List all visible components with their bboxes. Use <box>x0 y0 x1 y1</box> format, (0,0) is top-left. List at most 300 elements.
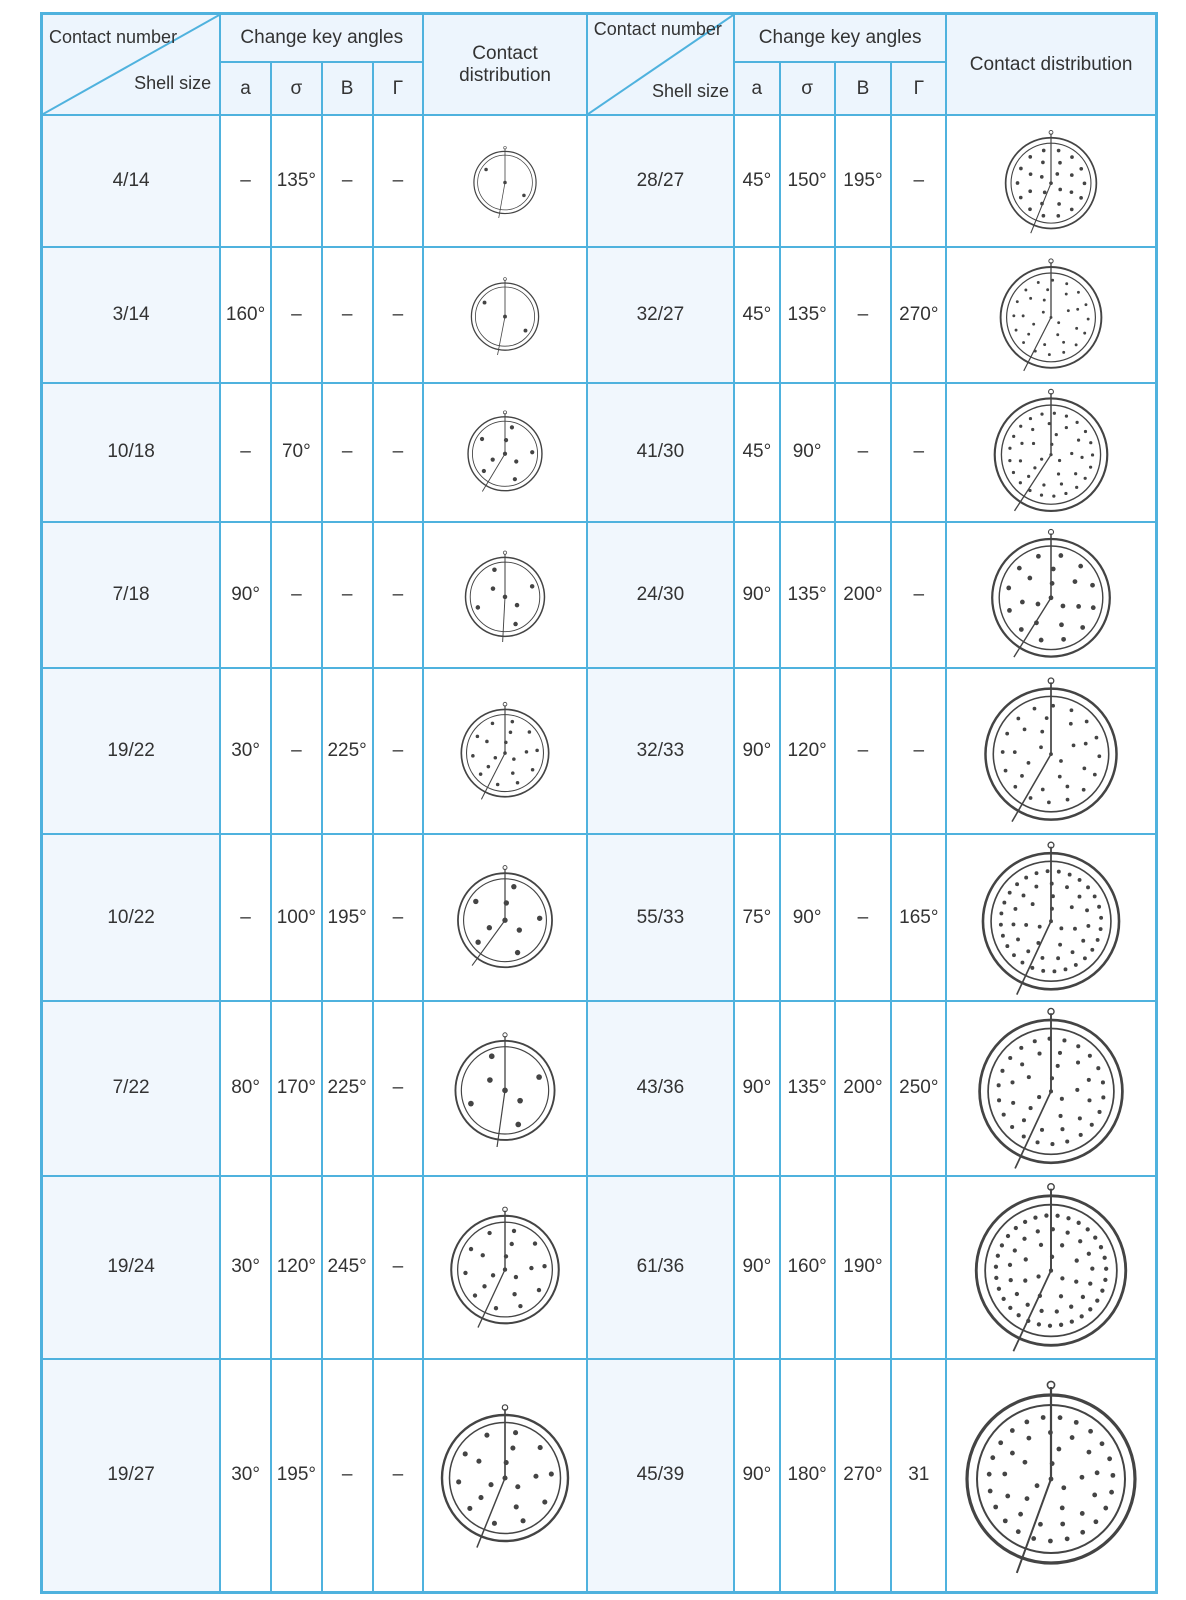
contact-pin <box>1020 1063 1024 1067</box>
angle-b-header: B <box>322 62 373 115</box>
contact-diagram-55-33 <box>970 837 1132 999</box>
table-row <box>42 1359 1157 1593</box>
contact-pin <box>1026 1319 1030 1323</box>
contact-pin <box>487 1078 493 1084</box>
contact-pin <box>1051 279 1054 282</box>
contact-distribution-header-right: Contact distribution <box>946 14 1156 116</box>
angle-b-header: B <box>835 62 892 115</box>
angle-b-cell: 225° <box>322 1001 373 1176</box>
key-angle-line <box>477 1478 505 1548</box>
table-row <box>42 247 1157 383</box>
contact-pin <box>1048 1037 1052 1041</box>
contact-pin <box>1036 601 1041 606</box>
contact-pin <box>1015 329 1018 332</box>
contact-diagram-19-27 <box>430 1400 580 1550</box>
contact-pin <box>1034 350 1037 353</box>
contact-pin <box>1028 575 1033 580</box>
contact-pin <box>476 1459 481 1464</box>
contact-pin <box>1070 208 1074 212</box>
contact-diagram-41-30 <box>984 385 1118 519</box>
contact-pin <box>1036 1141 1040 1145</box>
contact-pin <box>1043 191 1047 195</box>
contact-pin <box>1051 566 1056 571</box>
contact-pin <box>1086 885 1090 889</box>
contact-pin <box>1088 1282 1092 1286</box>
contact-pin <box>1035 884 1039 888</box>
angle-sigma-cell: – <box>271 247 322 383</box>
contact-pin <box>1040 730 1044 734</box>
contact-pin <box>1060 1243 1064 1247</box>
contact-pin <box>1059 759 1063 763</box>
shell-size-label: Shell size <box>651 81 729 102</box>
contact-diagram-19-24 <box>441 1203 569 1331</box>
contact-pin <box>999 922 1003 926</box>
contact-pin <box>476 735 480 739</box>
contact-pin <box>1029 1106 1033 1110</box>
contact-pin <box>1041 956 1045 960</box>
contact-pin <box>1091 454 1094 457</box>
table-row <box>42 522 1157 668</box>
change-key-angles-header-left: Change key angles <box>220 14 423 63</box>
contact-pin <box>1017 565 1022 570</box>
contact-pin <box>1006 944 1010 948</box>
angle-gamma-cell: 165° <box>891 834 946 1001</box>
contact-pin <box>514 460 518 464</box>
contact-pin <box>1070 709 1074 713</box>
contact-pin <box>1028 208 1032 212</box>
contact-distribution-cell <box>946 668 1156 835</box>
contact-pin <box>1079 1133 1083 1137</box>
contact-pin <box>1009 1278 1013 1282</box>
contact-pin <box>1096 938 1100 942</box>
contact-pin <box>513 477 517 481</box>
angle-sigma-header: σ <box>271 62 322 115</box>
contact-pin <box>1070 1320 1074 1324</box>
angle-b-cell: – <box>835 668 892 835</box>
angle-sigma-cell: 160° <box>780 1176 835 1359</box>
contact-pin <box>1023 1460 1028 1465</box>
contact-pin <box>1109 1490 1114 1495</box>
contact-distribution-cell <box>423 522 586 668</box>
contact-pin <box>484 168 488 172</box>
contact-distribution-cell <box>423 247 586 383</box>
contact-pin <box>1019 482 1022 485</box>
contact-pin <box>513 621 518 626</box>
contact-pin <box>1046 869 1050 873</box>
angle-gamma-cell: – <box>891 383 946 521</box>
key-angle-line <box>497 317 505 355</box>
contact-pin <box>1000 1243 1004 1247</box>
contact-pin <box>1090 1123 1094 1127</box>
contact-pin <box>993 1505 998 1510</box>
contact-pin <box>1016 181 1020 185</box>
contact-pin <box>1096 1067 1100 1071</box>
angle-b-cell: – <box>322 247 373 383</box>
contact-pin <box>1099 1245 1103 1249</box>
contact-pin <box>1042 484 1045 487</box>
contact-pin <box>491 458 495 462</box>
contact-pin <box>538 1445 543 1450</box>
contact-pin <box>1103 1506 1108 1511</box>
contact-pin <box>1017 717 1021 721</box>
angle-sigma-cell: 120° <box>271 1176 322 1359</box>
key-angle-line <box>481 753 505 799</box>
key-angle-line <box>1015 1092 1051 1169</box>
contact-pin <box>1044 1214 1048 1218</box>
contact-pin <box>1031 1536 1036 1541</box>
contact-pin <box>1020 442 1023 445</box>
contact-pin <box>1066 798 1070 802</box>
contact-pin <box>521 1519 526 1524</box>
contact-pin <box>1048 353 1051 356</box>
angle-sigma-cell: – <box>271 668 322 835</box>
contact-pin <box>1056 1064 1060 1068</box>
contact-pin <box>484 1433 489 1438</box>
contact-pin <box>1040 175 1044 179</box>
contact-pin <box>533 1474 538 1479</box>
contact-pin <box>504 438 508 442</box>
angle-gamma-cell: – <box>373 1359 424 1593</box>
contact-pin <box>1074 473 1077 476</box>
contact-pin <box>487 1231 491 1235</box>
angle-b-cell: 200° <box>835 522 892 668</box>
contact-pin <box>463 1452 468 1457</box>
contact-pin <box>1048 1539 1053 1544</box>
contact-pin <box>1075 1259 1079 1263</box>
contact-pin <box>1002 1113 1006 1117</box>
contact-pin <box>1072 744 1076 748</box>
contact-pin <box>513 1431 518 1436</box>
table-row <box>42 1176 1157 1359</box>
contact-pin <box>1065 885 1069 889</box>
change-key-angles-header-right: Change key angles <box>734 14 946 63</box>
contact-pin <box>1093 894 1097 898</box>
contact-pin <box>1049 181 1053 185</box>
contact-pin <box>1066 1231 1070 1235</box>
angle-gamma-header: Γ <box>373 62 424 115</box>
contact-pin <box>510 1242 514 1246</box>
contact-pin <box>1078 563 1083 568</box>
angle-gamma-cell: – <box>373 383 424 521</box>
angle-a-cell: 90° <box>734 1176 780 1359</box>
angle-b-cell: – <box>835 834 892 1001</box>
contact-pin <box>1065 293 1068 296</box>
contact-pin <box>1041 969 1045 973</box>
contact-number-cell: 10/22 <box>42 834 221 1001</box>
contact-diagram-28-27 <box>997 127 1105 235</box>
contact-pin <box>1000 911 1004 915</box>
contact-pin <box>1049 1090 1053 1094</box>
contact-diagram-32-27 <box>991 255 1111 375</box>
angle-sigma-cell: 70° <box>271 383 322 521</box>
contact-pin <box>1037 1095 1041 1099</box>
contact-pin <box>1052 495 1055 498</box>
contact-pin <box>1042 214 1046 218</box>
angle-a-header: a <box>734 62 780 115</box>
angle-a-cell: 90° <box>734 522 780 668</box>
contact-pin <box>1033 467 1036 470</box>
contact-pin <box>1031 428 1034 431</box>
contact-pin <box>1077 439 1080 442</box>
contact-pin <box>1006 585 1011 590</box>
contact-pin <box>1078 894 1082 898</box>
contact-pin <box>1082 788 1086 792</box>
contact-pin <box>1098 754 1102 758</box>
contact-pin <box>530 451 534 455</box>
contact-pin <box>1065 1537 1070 1542</box>
angle-b-cell: – <box>322 383 373 521</box>
angle-sigma-header: σ <box>780 62 835 115</box>
angle-gamma-cell: – <box>373 1176 424 1359</box>
contact-number-cell: 7/18 <box>42 522 221 668</box>
contact-pin <box>1088 1099 1092 1103</box>
contact-pin <box>1070 173 1074 177</box>
contact-pin <box>1070 1436 1075 1441</box>
contact-pin <box>1042 311 1045 314</box>
contact-pin <box>487 765 491 769</box>
contact-pin <box>481 1253 485 1257</box>
contact-pin <box>1039 637 1044 642</box>
contact-pin <box>994 1276 998 1280</box>
contact-pin <box>467 1506 472 1511</box>
contact-pin <box>1017 1313 1021 1317</box>
contact-number-cell: 19/22 <box>42 668 221 835</box>
contact-distribution-cell <box>423 115 586 247</box>
contact-pin <box>1087 1078 1091 1082</box>
angle-sigma-cell: 135° <box>271 115 322 247</box>
contact-pin <box>1057 214 1061 218</box>
contact-pin <box>1058 459 1061 462</box>
contact-pin <box>1089 441 1092 444</box>
contact-pin <box>1078 878 1082 882</box>
contact-pin <box>531 768 535 772</box>
contact-pin <box>1013 315 1016 318</box>
contact-number-label: Contact number <box>593 19 722 39</box>
angle-sigma-cell: 195° <box>271 1359 322 1593</box>
contact-pin <box>1019 1046 1023 1050</box>
contact-pin <box>542 1264 546 1268</box>
contact-pin <box>1056 956 1060 960</box>
contact-pin <box>1033 1040 1037 1044</box>
contact-pin <box>1103 1256 1107 1260</box>
contact-pin <box>1041 788 1045 792</box>
contact-pin <box>1081 939 1085 943</box>
angle-a-cell: 30° <box>220 668 271 835</box>
contact-pin <box>994 1265 998 1269</box>
angle-b-cell: 195° <box>835 115 892 247</box>
contact-pin <box>1059 1323 1063 1327</box>
angle-sigma-cell: 90° <box>780 383 835 521</box>
contact-pin <box>1008 890 1012 894</box>
angle-sigma-cell: – <box>271 522 322 668</box>
contact-pin <box>1083 182 1087 186</box>
contact-distribution-cell <box>423 1001 586 1176</box>
angle-a-cell: 90° <box>734 668 780 835</box>
contact-pin <box>1012 471 1015 474</box>
contact-diagram-7-22 <box>446 1029 564 1147</box>
contact-diagram-24-30 <box>981 525 1121 665</box>
contact-pin <box>1034 620 1039 625</box>
contact-pin <box>1019 425 1022 428</box>
contact-pin <box>1076 1045 1080 1049</box>
contact-pin <box>1040 458 1043 461</box>
contact-pin <box>1058 1416 1063 1421</box>
contact-pin <box>1001 1069 1005 1073</box>
contact-pin <box>1062 351 1065 354</box>
contact-diagram-7-18 <box>458 548 552 642</box>
contact-pin <box>997 1287 1001 1291</box>
contact-number-cell: 10/18 <box>42 383 221 521</box>
contact-pin <box>1014 1226 1018 1230</box>
contact-pin <box>1035 871 1039 875</box>
contact-distribution-cell <box>946 834 1156 1001</box>
contact-number-cell: 43/36 <box>587 1001 734 1176</box>
contact-pin <box>1023 1220 1027 1224</box>
contact-diagram-3-14 <box>465 275 545 355</box>
angle-sigma-cell: 100° <box>271 834 322 1001</box>
angle-gamma-cell: – <box>373 247 424 383</box>
contact-pin <box>1038 1522 1043 1527</box>
contact-pin <box>1100 1289 1104 1293</box>
contact-pin <box>1027 1436 1032 1441</box>
contact-distribution-cell <box>946 115 1156 247</box>
contact-pin <box>1087 1252 1091 1256</box>
contact-pin <box>1062 1486 1067 1491</box>
contact-pin <box>1019 167 1023 171</box>
contact-pin <box>492 1521 497 1526</box>
contact-pin <box>997 1084 1001 1088</box>
contact-pin <box>1050 907 1054 911</box>
contact-number-cell: 24/30 <box>587 522 734 668</box>
contact-pin <box>1074 1280 1078 1284</box>
angle-b-cell: 195° <box>322 834 373 1001</box>
contact-pin <box>503 1268 507 1272</box>
contact-pin <box>491 586 496 591</box>
contact-table <box>40 12 1158 1594</box>
contact-pin <box>1038 1294 1042 1298</box>
contact-pin <box>1049 1477 1054 1482</box>
contact-pin <box>1002 1297 1006 1301</box>
contact-pin <box>476 605 481 610</box>
contact-pin <box>1100 1442 1105 1447</box>
angle-a-cell: – <box>220 834 271 1001</box>
key-angle-line <box>1024 318 1051 371</box>
contact-pin <box>1088 1307 1092 1311</box>
contact-pin <box>1064 967 1068 971</box>
contact-pin <box>1084 742 1088 746</box>
contact-number-cell: 61/36 <box>587 1176 734 1359</box>
contact-pin <box>512 1292 516 1296</box>
contact-pin <box>1019 460 1022 463</box>
contact-pin <box>533 1242 537 1246</box>
contact-pin <box>1008 1056 1012 1060</box>
angle-gamma-cell: – <box>373 522 424 668</box>
contact-pin <box>1069 1305 1073 1309</box>
key-angle-line <box>1017 1479 1051 1573</box>
contact-pin <box>1026 1303 1030 1307</box>
contact-pin <box>1095 736 1099 740</box>
contact-pin <box>1051 704 1055 708</box>
angle-sigma-cell: 135° <box>780 522 835 668</box>
contact-pin <box>524 329 528 333</box>
angle-a-cell: 30° <box>220 1176 271 1359</box>
contact-pin <box>1012 953 1016 957</box>
contact-pin <box>1001 750 1005 754</box>
contact-pin <box>1064 492 1067 495</box>
contact-number-cell: 7/22 <box>42 1001 221 1176</box>
contact-pin <box>1035 1484 1040 1489</box>
contact-number-cell: 19/27 <box>42 1359 221 1593</box>
contact-diagram-10-22 <box>449 862 561 974</box>
contact-pin <box>1026 949 1030 953</box>
contact-pin <box>1029 155 1033 159</box>
contact-pin <box>1080 1511 1085 1516</box>
corner-header-right <box>587 14 734 116</box>
contact-pin <box>1022 1135 1026 1139</box>
angle-sigma-cell: 135° <box>780 1001 835 1176</box>
contact-pin <box>503 594 508 599</box>
contact-pin <box>537 915 542 920</box>
contact-pin <box>1066 1216 1070 1220</box>
angle-a-header: a <box>220 62 271 115</box>
angle-a-cell: 45° <box>734 247 780 383</box>
contact-pin <box>1060 483 1063 486</box>
contact-pin <box>1094 1520 1099 1525</box>
key-angle-line <box>1014 1271 1052 1352</box>
contact-pin <box>1019 627 1024 632</box>
contact-pin <box>1012 922 1016 926</box>
key-angle-line <box>499 183 505 219</box>
angle-b-cell: 270° <box>835 1359 892 1593</box>
contact-pin <box>1057 321 1060 324</box>
table-row <box>42 115 1157 247</box>
contact-pin <box>1107 1457 1112 1462</box>
contact-pin <box>485 740 489 744</box>
contact-pin <box>1019 196 1023 200</box>
contact-pin <box>1051 1227 1055 1231</box>
contact-pin <box>1021 960 1025 964</box>
angle-gamma-cell: – <box>373 668 424 835</box>
contact-pin <box>479 773 483 777</box>
contact-distribution-cell <box>423 668 586 835</box>
contact-pin <box>1033 1216 1037 1220</box>
contact-pin <box>1060 1506 1065 1511</box>
contact-pin <box>1056 172 1060 176</box>
contact-pin <box>1062 341 1065 344</box>
contact-pin <box>475 939 480 944</box>
angle-sigma-cell: 170° <box>271 1001 322 1176</box>
contact-pin <box>529 1266 533 1270</box>
table-row <box>42 834 1157 1001</box>
contact-pin <box>1059 622 1064 627</box>
contact-diagram-61-36 <box>962 1178 1140 1356</box>
contact-pin <box>1083 767 1087 771</box>
contact-number-cell: 3/14 <box>42 247 221 383</box>
contact-pin <box>1080 1315 1084 1319</box>
contact-pin <box>514 1505 519 1510</box>
contact-pin <box>1050 581 1055 586</box>
angle-gamma-cell: – <box>891 115 946 247</box>
contact-pin <box>1016 300 1019 303</box>
contact-pin <box>473 1294 477 1298</box>
contact-pin <box>1057 202 1061 206</box>
contact-pin <box>1053 969 1057 973</box>
contact-pin <box>1088 1429 1093 1434</box>
angle-b-cell: – <box>322 522 373 668</box>
contact-pin <box>492 567 497 572</box>
contact-pin <box>997 1099 1001 1103</box>
angle-b-cell: – <box>835 247 892 383</box>
